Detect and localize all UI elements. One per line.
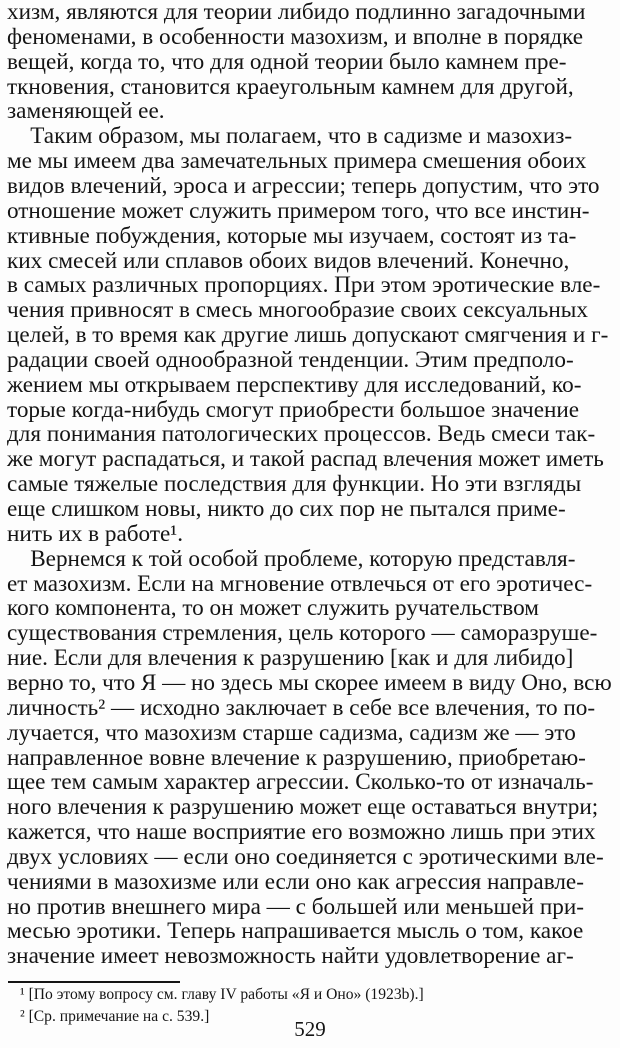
text-line: отношение может служить примером того, что все инстин-: [7, 197, 590, 224]
text-line: существования стремления, цель которого — саморазруше-: [7, 620, 598, 647]
text-line: радации своей однообразной тенденции. Этим предполо-: [7, 346, 574, 373]
text-line: заменяющей ее.: [7, 98, 165, 125]
text-line: нить их в работе¹.: [7, 520, 184, 547]
text-line: двух условиях — если оно соединяется с эротическими вле-: [7, 843, 604, 870]
text-line: еще слишком новы, никто до сих пор не пытался приме-: [7, 496, 566, 522]
text-line: лучается, что мазохизм старше садизма, садизм же — это: [7, 719, 576, 746]
text-line: кажется, что наше восприятие его возможно лишь при этих: [7, 819, 596, 846]
text-line: Таким образом, мы полагаем, что в садизме и мазохиз-: [7, 123, 573, 150]
text-line: вещей, когда то, что для одной теории было камнем пре-: [7, 48, 567, 75]
text-line: месью эротики. Теперь напрашивается мысль о том, какое: [7, 918, 584, 945]
text-line: ного влечения к разрушению может еще оставаться внутри;: [7, 794, 599, 821]
page-number: 529: [294, 1017, 326, 1041]
text-line: чениями в мазохизме или если оно как агрессия направле-: [7, 868, 584, 895]
text-line: щее тем самым характер агрессии. Сколько-то от изначаль-: [7, 769, 594, 796]
text-line: ет мазохизм. Если на мгновение отвлечься от его эротичес-: [7, 570, 593, 597]
text-line: Вернемся к той особой проблеме, которую представля-: [7, 545, 576, 572]
footnote: ² [Ср. примечание на с. 539.]: [20, 1008, 210, 1025]
text-line: верно то, что Я — но здесь мы скорее имеем в виду Оно, всю: [7, 669, 612, 696]
footnote-divider: [8, 981, 180, 983]
text-line: торые когда-нибудь смогут приобрести большое значение: [7, 396, 580, 423]
text-line: целей, в то время как другие лишь допускают смягчения и г-: [7, 322, 609, 349]
text-line: видов влечений, эроса и агрессии; теперь допустим, что это: [7, 172, 600, 199]
text-line: для понимания патологических процессов. Ведь смеси так-: [7, 421, 596, 448]
text-line: личность² — исходно заключает в себе все влечения, то по-: [7, 694, 596, 721]
text-line: но против внешнего мира — с большей или меньшей при-: [7, 893, 584, 920]
text-line: ких смесей или сплавов обоих видов влечений. Конечно,: [7, 247, 570, 274]
text-line: ткновения, становится краеугольным камнем для другой,: [7, 73, 574, 100]
text-line: самые тяжелые последствия для функции. Но эти взгляды: [7, 471, 582, 498]
text-line: ме мы имеем два замечательных примера смешения обоих: [7, 148, 587, 175]
text-line: жением мы открываем перспективу для исследований, ко-: [7, 371, 582, 398]
text-line: хизм, являются для теории либидо подлинно загадочными: [7, 0, 586, 25]
text-line: же могут распадаться, и такой распад влечения может иметь: [7, 446, 604, 473]
text-line: в самых различных пропорциях. При этом эротические вле-: [7, 272, 601, 299]
text-line: ктивные побуждения, которые мы изучаем, состоят из та-: [7, 222, 577, 249]
text-line: чения привносят в смесь многообразие своих сексуальных: [7, 297, 588, 324]
text-line: направленное вовне влечение к разрушению, приобретаю-: [7, 744, 586, 771]
footnote: ¹ [По этому вопросу см. главу IV работы «Я и Оно» (1923b).]: [20, 986, 424, 1003]
text-line: значение имеет невозможность найти удовлетворение аг-: [7, 943, 574, 970]
text-line: ние. Если для влечения к разрушению [как и для либидо]: [7, 645, 574, 672]
text-line: кого компонента, то он может служить ручательством: [7, 595, 539, 622]
text-line: феноменами, в особенности мазохизм, и вполне в порядке: [7, 23, 584, 50]
